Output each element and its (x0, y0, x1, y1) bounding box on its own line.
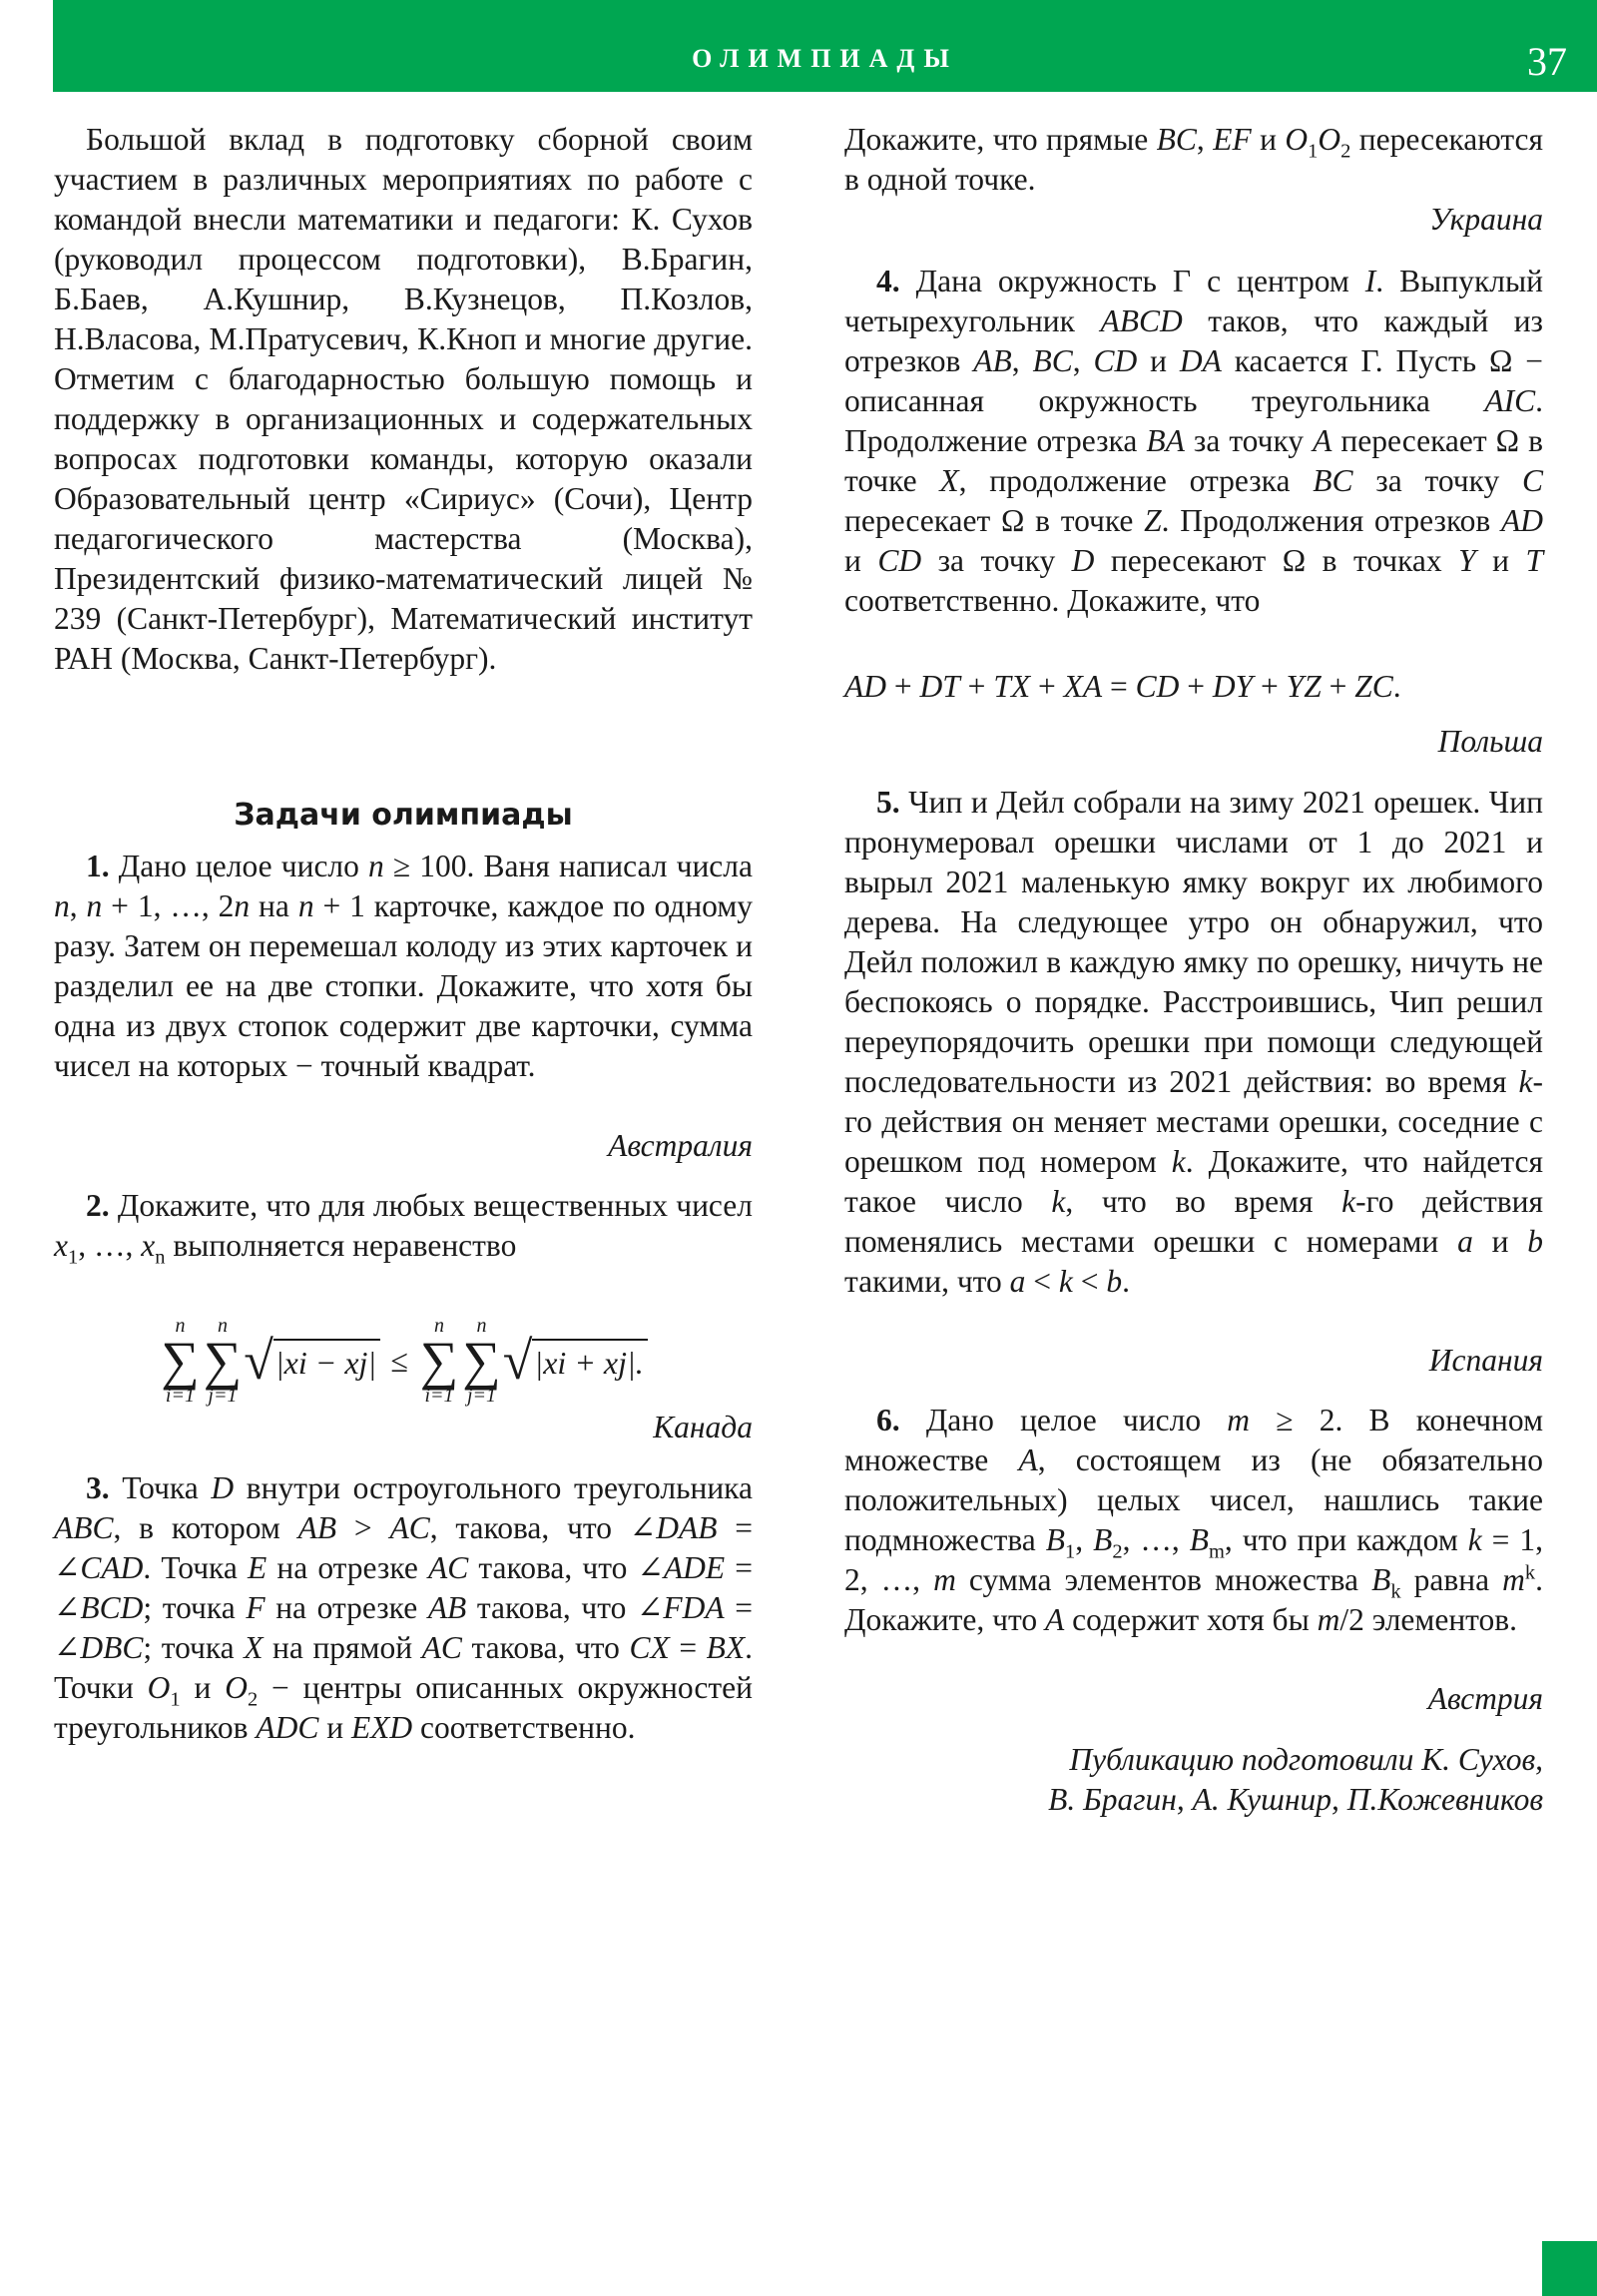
math-variable: E (247, 1550, 267, 1585)
sqrt-sign: √ (244, 1331, 273, 1391)
sum-upper: n (217, 1315, 228, 1337)
math-variable: x (54, 1228, 68, 1263)
math-variable: ADC (256, 1710, 319, 1745)
math-variable: XA (1063, 669, 1103, 704)
sum-lower-j: j=1 (208, 1385, 238, 1407)
problem-number: 3. (86, 1470, 110, 1505)
problem-4: 4. Дана окружность Γ с центром I. Выпуклый четырехугольник ABCD таков, что каждый из отрезков AB, BC, CD и DA касается Γ. Пусть Ω − описанная окружность треугольника AIC. Продолжение отрезка BA за точку A пересекает Ω в точке X, продолжение отрезка BC за точку C пересекает Ω в точке Z. Продолжения отрезков AD и CD за точку D пересекают Ω в точках Y и T соответственно. Докажите, что (844, 264, 1544, 618)
math-variable: X (244, 1630, 264, 1665)
math-variable: a (1457, 1224, 1473, 1259)
math-variable: EXD (350, 1710, 413, 1745)
math-variable: AB (973, 343, 1012, 378)
math-variable: BC (1156, 122, 1197, 157)
problem-number: 2. (86, 1188, 110, 1223)
math-variable: CD (1093, 343, 1138, 378)
credits (844, 1740, 1543, 1820)
section-header-band (53, 0, 1597, 92)
section-title: ОЛИМПИАДЫ (692, 44, 958, 73)
math-variable: k (1467, 1522, 1482, 1557)
math-variable: TX (993, 669, 1031, 704)
math-variable: AC (421, 1630, 462, 1665)
problem-number: 5. (876, 785, 900, 820)
lhs-radicand: |xi − xj| (273, 1339, 380, 1383)
math-index: k (1524, 1561, 1536, 1584)
sum-lower-i: i=1 (165, 1385, 195, 1407)
math-variable: DY (1212, 669, 1254, 704)
math-variable: k (1171, 1144, 1186, 1179)
math-variable: C (1521, 463, 1543, 498)
sum-upper: n (434, 1315, 445, 1337)
math-variable: AD (1501, 503, 1544, 538)
math-variable: BA (1146, 423, 1185, 458)
math-variable: DAB (656, 1510, 718, 1545)
math-variable: B (1189, 1522, 1209, 1557)
math-variable: b (1106, 1264, 1123, 1299)
problem-5: 5. Чип и Дейл собрали на зиму 2021 орешек. Чип пронумеровал орешки числами от 1 до 2021 и вырыл 2021 маленькую ямку вокруг их любимого дерева. На следующее утро он обнаружил, что Дейл положил в каждую ямку по орешку, ничуть не беспокоясь о порядке. Расстроившись, Чип решил переупорядочить орешки при помощи следующей последовательности из 2021 действия: во время k-го действия он меняет местами орешки, соседние с орешком под номером k. Докажите, что найдется такое число k, что во время k-го действия поменялись местами орешки с номерами a и b такими, что a < k < b. (844, 785, 1543, 1299)
math-variable: B (1045, 1522, 1065, 1557)
sum-upper: n (476, 1315, 487, 1337)
math-variable: n (54, 888, 70, 923)
math-variable: A (1018, 1442, 1038, 1477)
problems-heading: Задачи олимпиады (234, 798, 573, 833)
problem-2-formula (54, 1316, 753, 1406)
problem-3-continuation: Докажите, что прямые BC, EF и $O_1O_2$ пересекаются в одной точке. (844, 122, 1544, 197)
math-index: 2 (1112, 1540, 1123, 1563)
problem-1: 1. Дано целое число n ≥ 100. Ваня написал числа n, n + 1, …, 2n на n + 1 карточке, каждое по одному разу. Затем он перемешал колоду из этих карточек и разделил ее на две стопки. Докажите, что хотя бы одна из двух стопок содержит две карточки, сумма чисел на которых − точный квадрат. (54, 849, 754, 1083)
math-index: m (1208, 1540, 1225, 1563)
math-variable: AB (297, 1510, 337, 1545)
problem-number: 6. (876, 1403, 900, 1437)
math-variable: x (141, 1228, 156, 1263)
math-variable: k (1058, 1264, 1073, 1299)
math-index: k (1390, 1580, 1401, 1603)
math-variable: m (1227, 1403, 1251, 1437)
credits-line-1: Публикацию подготовили К. Сухов, (1069, 1742, 1543, 1777)
math-variable: D (211, 1470, 235, 1505)
problem-1-country: Австралия (608, 1128, 753, 1163)
problem-5-country: Испания (1428, 1343, 1543, 1378)
math-index: 1 (1065, 1540, 1076, 1563)
math-variable: AD (844, 669, 886, 704)
math-variable: A (1313, 423, 1332, 458)
math-index: n (155, 1246, 166, 1269)
sqrt-sign: √ (502, 1331, 533, 1391)
math-variable: Z (1144, 503, 1162, 538)
problem-4-equation: AD + DT + TX + XA = CD + DY + YZ + ZC. (844, 669, 1401, 704)
intro-paragraph: Большой вклад в подготовку сборной своим участием в различных мероприятиях по работе с командой внесли математики и педагоги: К. Сухов (руководил процессом подготовки), В.Брагин, Б.Баев, А.Кушнир, В.Кузнецов, П.Козлов, Н.Власова, М.Пратусевич, К.Кноп и многие другие. Отметим с благодарностью большую помощь и поддержку в организационных и содержательных вопросах подготовки команды, которую оказали Образовательный центр «Сириус» (Сочи), Центр педагогического мастерства (Москва), Президентский физико-математический лицей № 239 (Санкт-Петербург), Математический институт РАН (Москва, Санкт-Петербург). (54, 122, 753, 676)
problem-3-country: Украина (1429, 202, 1543, 237)
math-variable: O (1318, 122, 1341, 157)
problem-3: 3. Точка D внутри остроугольного треугольника ABC, в котором AB > AC, такова, что ∠DAB = ∠CAD. Точка E на отрезке AC такова, что ∠ADE = ∠BCD; точка F на отрезке AB такова, что ∠FDA = ∠DBC; точка X на прямой AC такова, что CX = BX. Точки $O_1$ и $O_2$ − центры описанных окружностей треугольников ADC и EXD соответственно. (54, 1470, 754, 1745)
math-variable: ABC (54, 1510, 114, 1545)
math-index: 2 (247, 1688, 259, 1711)
math-variable: B (1093, 1522, 1113, 1557)
sigma: ∑ (161, 1331, 200, 1391)
math-variable: AIC (1484, 383, 1536, 418)
page-number: 37 (1527, 39, 1567, 84)
math-variable: DBC (80, 1630, 144, 1665)
math-variable: B (1371, 1562, 1391, 1597)
math-variable: AB (427, 1590, 467, 1625)
math-variable: X (939, 463, 959, 498)
math-variable: DA (1179, 343, 1222, 378)
math-variable: O (225, 1670, 248, 1705)
sum-upper: n (175, 1315, 186, 1337)
math-variable: k (1518, 1064, 1533, 1099)
math-variable: k (1051, 1184, 1066, 1219)
problem-2: 2. Докажите, что для любых вещественных чисел $x_1$, …, $x_n$ выполняется неравенство (54, 1188, 753, 1269)
problem-number: 1. (86, 849, 110, 883)
math-index: 1 (67, 1246, 79, 1269)
math-variable: AC (389, 1510, 430, 1545)
math-index: 1 (1308, 140, 1319, 163)
math-variable: n (368, 849, 384, 883)
math-variable: ABCD (1100, 303, 1183, 338)
sum-lower-j: j=1 (467, 1385, 497, 1407)
math-index: 2 (1340, 140, 1351, 163)
math-variable: CD (877, 543, 922, 578)
math-variable: CX (629, 1630, 670, 1665)
sigma: ∑ (203, 1331, 243, 1391)
math-variable: m (933, 1562, 956, 1597)
rhs-radicand: |xi + xj|. (532, 1339, 647, 1383)
corner-marker (1542, 2241, 1597, 2296)
math-variable: ZC (1354, 669, 1393, 704)
credits-line-2: В. Брагин, А. Кушнир, П.Кожевников (1048, 1782, 1543, 1817)
problem-6: 6. Дано целое число m ≥ 2. В конечном множестве A, состоящем из (не обязательно положительных) целых чисел, нашлись такие подмножества $B_1$, $B_2$, …, $B_m$, что при каждом k = 1, 2, …, m сумма элементов множества $B_k$ равна $m^k$. Докажите, что A содержит хотя бы m/2 элементов. (844, 1403, 1544, 1637)
math-variable: DT (919, 669, 960, 704)
problem-4-country: Польша (1437, 724, 1543, 759)
math-variable: T (1525, 543, 1543, 578)
math-variable: A (1044, 1602, 1065, 1637)
math-variable: BX (706, 1630, 746, 1665)
math-variable: O (147, 1670, 171, 1705)
math-variable: YZ (1286, 669, 1322, 704)
math-variable: D (1071, 543, 1095, 578)
math-variable: BC (1032, 343, 1073, 378)
math-index: 1 (170, 1688, 181, 1711)
math-variable: b (1527, 1224, 1543, 1259)
math-variable: FDA (663, 1590, 725, 1625)
math-variable: n (86, 888, 103, 923)
math-variable: EF (1213, 122, 1252, 157)
math-variable: m (1317, 1602, 1340, 1637)
math-variable: CAD (80, 1550, 144, 1585)
problem-2-country: Канада (653, 1410, 753, 1444)
sigma: ∑ (419, 1331, 459, 1391)
math-variable: n (297, 888, 314, 923)
math-variable: k (1341, 1184, 1356, 1219)
problem-number: 4. (876, 264, 900, 298)
math-variable: ADE (663, 1550, 726, 1585)
problem-6-country: Австрия (1427, 1681, 1543, 1716)
math-variable: I (1364, 264, 1376, 298)
math-variable: n (234, 888, 251, 923)
math-variable: O (1285, 122, 1309, 157)
math-variable: a (1009, 1264, 1026, 1299)
math-variable: AC (427, 1550, 469, 1585)
sigma: ∑ (462, 1331, 501, 1391)
math-variable: F (246, 1590, 266, 1625)
relation: ≤ (390, 1343, 408, 1379)
math-variable: BCD (80, 1590, 144, 1625)
math-variable: CD (1135, 669, 1180, 704)
math-variable: Y (1458, 543, 1476, 578)
sum-lower-i: i=1 (424, 1385, 454, 1407)
math-variable: BC (1313, 463, 1353, 498)
math-variable: m (1502, 1562, 1525, 1597)
